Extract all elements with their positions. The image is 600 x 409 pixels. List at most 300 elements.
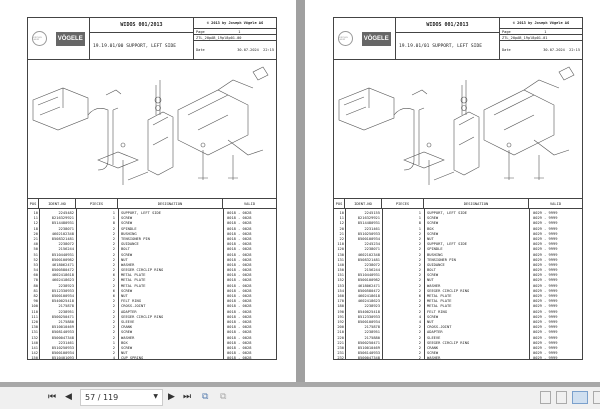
col-valid: VALID xyxy=(549,201,562,206)
cell-pos: 70 xyxy=(33,278,38,283)
cell-designation: NUT xyxy=(121,351,128,356)
cell-valid: 0018 - 0028 xyxy=(227,314,252,319)
cell-pos: 152 xyxy=(337,278,344,283)
cell-pos: 180 xyxy=(337,304,344,309)
cell-pieces: 2 xyxy=(418,262,421,267)
cell-pos: 132 xyxy=(31,335,38,340)
cell-designation: GUIDANCE xyxy=(427,262,445,267)
cell-pieces: 2 xyxy=(418,273,421,278)
section-title: 19.19.01/01 SUPPORT, LEFT SIDE xyxy=(399,43,482,49)
cell-pieces: 2 xyxy=(112,242,115,247)
catalog-title: WIDOS 001/2013 xyxy=(396,18,499,33)
cell-designation: NUT xyxy=(121,294,128,298)
page-indicator: 57 / 119 xyxy=(85,393,119,402)
cell-designation: BOX xyxy=(121,340,128,345)
date-label: Date xyxy=(196,48,205,52)
cell-ident-no: 2156244 xyxy=(58,247,74,252)
chevron-down-icon[interactable]: ▼ xyxy=(153,393,158,400)
cell-valid: 0029 - 9999 xyxy=(533,211,558,215)
cell-pos: 11 xyxy=(33,216,38,221)
cell-ident-no: 8510440931 xyxy=(51,252,74,257)
cell-pos: 20 xyxy=(339,226,344,231)
cell-valid: 0018 - 0028 xyxy=(227,304,252,309)
cell-pos: 12 xyxy=(33,221,38,226)
section-title: 19.19.01/00 SUPPORT, LEFT SIDE xyxy=(93,43,176,49)
next-page-button[interactable]: ▶ xyxy=(168,392,175,402)
cell-pos: 12 xyxy=(339,221,344,226)
cell-designation: TENSIONER PIN xyxy=(427,257,456,262)
cell-valid: 0018 - 0028 xyxy=(227,226,252,231)
cell-ident-no: 8540025418 xyxy=(51,299,74,304)
continuous-view-icon[interactable] xyxy=(556,391,567,404)
first-page-button[interactable]: ⏮ xyxy=(48,392,57,402)
cell-valid: 0018 - 0028 xyxy=(227,247,252,252)
col-pos: POS xyxy=(334,199,345,208)
cell-valid: 0029 - 9999 xyxy=(533,351,558,356)
cell-designation: SUPPORT, LEFT SIDE xyxy=(427,242,467,247)
cell-ident-no: 8500100934 xyxy=(51,351,74,356)
cell-pieces: 2 xyxy=(112,304,115,309)
cell-pos: 52 xyxy=(33,257,38,262)
cell-valid: 0029 - 9999 xyxy=(533,330,558,335)
cell-valid: 0029 - 9999 xyxy=(533,262,558,267)
cell-pos: 10 xyxy=(339,211,344,215)
cell-ident-no: 8508321481 xyxy=(51,236,74,241)
cell-pieces: 8 xyxy=(112,221,115,226)
cell-valid: 0018 - 0028 xyxy=(227,319,252,324)
cell-pos: 210 xyxy=(337,330,344,335)
cell-pieces: 2 xyxy=(112,319,115,324)
cell-ident-no: 4602418618 xyxy=(357,294,380,298)
cell-pos: 150 xyxy=(31,356,38,361)
col-ident: IDENT-NO xyxy=(39,199,76,208)
cell-designation: CUP SPRING xyxy=(121,356,144,361)
cell-valid: 0018 - 0028 xyxy=(227,325,252,330)
cell-pos: 170 xyxy=(337,299,344,304)
cell-designation: NUT xyxy=(121,257,128,262)
cell-ident-no: 2231461 xyxy=(364,226,380,231)
table-row xyxy=(28,356,276,361)
cell-pos: 130 xyxy=(337,252,344,257)
cell-valid: 0018 - 0028 xyxy=(227,252,252,257)
cell-pieces: 2 xyxy=(418,231,421,236)
cell-ident-no: 8500580472 xyxy=(51,268,74,273)
cell-valid: 0029 - 9999 xyxy=(533,345,558,350)
cell-ident-no: 2238923 xyxy=(364,304,380,309)
cell-designation: SEEGER CIRCLIP RING xyxy=(427,340,470,345)
cell-valid: 0029 - 9999 xyxy=(533,252,558,257)
cell-designation: ADAPTER xyxy=(427,330,443,335)
cell-designation: SPINDLE xyxy=(121,226,137,231)
cell-pos: 100 xyxy=(31,304,38,309)
cell-valid: 0018 - 0028 xyxy=(227,273,252,278)
cell-pieces: 1 xyxy=(418,216,421,221)
cell-ident-no: 8510250933 xyxy=(357,231,380,236)
previous-page-button[interactable]: ◀ xyxy=(65,392,72,402)
cell-pieces: 2 xyxy=(112,278,115,283)
cell-ident-no: 4602102348 xyxy=(357,252,380,257)
cell-pos: 90 xyxy=(33,299,38,304)
cell-pieces: 2 xyxy=(112,226,115,231)
cell-pieces: 1 xyxy=(112,216,115,221)
cell-valid: 0029 - 9999 xyxy=(533,268,558,273)
cell-pieces: 2 xyxy=(112,351,115,356)
single-page-view-icon[interactable] xyxy=(540,391,551,404)
cell-ident-no: 2238071 xyxy=(364,247,380,252)
exploded-parts-drawing xyxy=(27,60,277,198)
two-page-continuous-icon[interactable] xyxy=(593,391,600,404)
cell-ident-no: 8514480931 xyxy=(357,221,380,226)
cell-valid: 0018 - 0028 xyxy=(227,211,252,215)
cell-pos: 150 xyxy=(337,268,344,273)
cell-pos: 221 xyxy=(337,340,344,345)
cell-designation: SCREW xyxy=(427,273,439,278)
cell-ident-no: 4618062471 xyxy=(51,262,74,267)
cell-designation: CRANK xyxy=(121,325,133,330)
cell-pos: 232 xyxy=(337,356,344,361)
cell-pos: 190 xyxy=(337,309,344,314)
table-row xyxy=(334,356,582,361)
cell-ident-no: 2238072 xyxy=(364,262,380,267)
cell-designation: NUT xyxy=(427,278,434,283)
cell-pieces: 4 xyxy=(418,319,421,324)
cell-ident-no: 2238923 xyxy=(58,283,74,288)
cell-ident-no: 2156244 xyxy=(364,268,380,273)
cell-designation: CROSS-JOINT xyxy=(427,325,452,330)
document-id: ZTL_20pAB_19pl8p01-00 xyxy=(196,35,242,40)
cell-pieces: 2 xyxy=(418,351,421,356)
cell-pieces: 2 xyxy=(112,299,115,304)
cell-ident-no: 2238951 xyxy=(58,309,74,314)
cell-ident-no: 8500580472 xyxy=(357,288,380,293)
cell-pos: 82 xyxy=(33,294,38,298)
cell-pieces: 2 xyxy=(418,257,421,262)
cell-pieces: 2 xyxy=(112,345,115,350)
page-number-input[interactable] xyxy=(80,389,163,406)
time-value: 22:15 xyxy=(263,48,274,52)
page-number: 1 xyxy=(544,29,547,34)
cell-designation: SCREW xyxy=(121,252,133,257)
table-header xyxy=(28,199,276,209)
cell-pos: 231 xyxy=(337,351,344,356)
cell-pieces: 1 xyxy=(418,211,421,215)
page-gap xyxy=(296,0,305,384)
cell-pieces: 2 xyxy=(418,252,421,257)
cell-pos: 40 xyxy=(33,242,38,247)
cell-designation: BOLT xyxy=(121,247,130,252)
cell-valid: 0018 - 0028 xyxy=(227,268,252,273)
cell-pos: 192 xyxy=(337,319,344,324)
cell-pieces: 2 xyxy=(418,340,421,345)
rotate-icon[interactable]: ⧉ xyxy=(202,392,209,402)
cell-ident-no: 2238071 xyxy=(58,226,74,231)
cell-pos: 191 xyxy=(337,314,344,319)
cell-valid: 0029 - 9999 xyxy=(533,242,558,247)
cell-valid: 0018 - 0028 xyxy=(227,242,252,247)
cell-pos: 10 xyxy=(33,211,38,215)
cell-pos: 111 xyxy=(31,314,38,319)
cell-valid: 0018 - 0028 xyxy=(227,257,252,262)
cell-pos: 151 xyxy=(337,273,344,278)
cell-pieces: 2 xyxy=(112,236,115,241)
cell-designation: SCREW xyxy=(427,216,439,221)
cell-designation: METAL PLATE xyxy=(121,278,146,283)
col-pos: POS xyxy=(28,199,39,208)
cell-valid: 0018 - 0028 xyxy=(227,309,252,314)
cell-pos: 200 xyxy=(337,325,344,330)
fit-icon[interactable]: ⧉ xyxy=(220,392,227,402)
cell-pieces: 2 xyxy=(112,268,115,273)
cell-pieces: 2 xyxy=(112,309,115,314)
cell-designation: WASHER xyxy=(121,262,135,267)
cell-designation: SCREW xyxy=(427,221,439,226)
cell-ident-no: 2175878 xyxy=(58,304,74,309)
cell-valid: 0018 - 0028 xyxy=(227,288,252,293)
time-value: 22:15 xyxy=(569,48,580,52)
cell-valid: 0029 - 9999 xyxy=(533,335,558,340)
col-valid: VALID xyxy=(243,201,256,206)
cell-pos: 140 xyxy=(31,340,38,345)
col-designation: DESIGNATION xyxy=(424,199,529,208)
cell-designation: METAL PLATE xyxy=(121,273,146,278)
cell-pos: 11 xyxy=(339,216,344,221)
cell-valid: 0029 - 9999 xyxy=(533,236,558,241)
parts-table xyxy=(333,198,583,360)
cell-ident-no: 8500100982 xyxy=(357,278,380,283)
cell-designation: SUPPORT, LEFT SIDE xyxy=(121,211,161,215)
cell-pieces: 2 xyxy=(418,236,421,241)
document-page xyxy=(305,0,600,382)
cell-designation: SCREW xyxy=(427,351,439,356)
cell-ident-no: 8500250471 xyxy=(51,314,74,319)
cell-designation: BOLT xyxy=(427,268,436,273)
cell-ident-no: 8216329921 xyxy=(51,216,74,221)
pdf-viewer-toolbar xyxy=(0,387,600,409)
cell-designation: SUPPORT, LEFT SIDE xyxy=(427,211,467,215)
catalog-title: WIDOS 001/2013 xyxy=(90,18,193,33)
cell-pos: 21 xyxy=(339,231,344,236)
cell-designation: SEEGER CIRCLIP RING xyxy=(121,314,164,319)
wirtgen-seal-logo: WIRTGEN GROUP xyxy=(32,31,47,46)
cell-pos: 22 xyxy=(339,236,344,241)
date-value: 30.07.2024 xyxy=(543,48,565,52)
col-designation: DESIGNATION xyxy=(118,199,223,208)
cell-designation: GUIDANCE xyxy=(121,242,139,247)
cell-ident-no: 8500100982 xyxy=(51,257,74,262)
cell-ident-no: 2175880 xyxy=(58,319,74,324)
cell-designation: TENSIONER PIN xyxy=(121,236,150,241)
cell-valid: 0029 - 9999 xyxy=(533,288,558,293)
page-header xyxy=(27,17,277,60)
cell-ident-no: 8500047348 xyxy=(357,356,380,361)
cell-pieces: 4 xyxy=(112,356,115,361)
cell-valid: 0018 - 0028 xyxy=(227,356,252,361)
cell-designation: WASHER xyxy=(427,283,441,288)
cell-pieces: 6 xyxy=(112,294,115,298)
cell-pos: 54 xyxy=(33,268,38,273)
copyright: © 2013 by Joseph Vögele AG xyxy=(206,21,264,25)
cell-ident-no: 8510440931 xyxy=(357,273,380,278)
cell-pos: 131 xyxy=(337,257,344,262)
cell-valid: 0029 - 9999 xyxy=(533,257,558,262)
cell-designation: ADAPTER xyxy=(121,309,137,314)
cell-pos: 50 xyxy=(33,247,38,252)
cell-ident-no: 2231461 xyxy=(58,340,74,345)
cell-pos: 154 xyxy=(337,288,344,293)
cell-ident-no: 8510010469 xyxy=(357,345,380,350)
cell-designation: WASHER xyxy=(121,335,135,340)
cell-ident-no: 8500047348 xyxy=(51,335,74,340)
cell-pos: 230 xyxy=(337,345,344,350)
col-ident: IDENT-NO xyxy=(345,199,382,208)
cell-pieces: 2 xyxy=(418,283,421,288)
cell-ident-no: 8216329921 xyxy=(357,216,380,221)
cell-pieces: 2 xyxy=(418,247,421,252)
cell-ident-no: 4602102348 xyxy=(51,231,74,236)
two-page-view-icon[interactable] xyxy=(572,391,588,404)
cell-designation: CROSS-JOINT xyxy=(121,304,146,309)
table-body xyxy=(28,209,276,359)
cell-pieces: 1 xyxy=(112,211,115,215)
cell-pieces: 2 xyxy=(112,252,115,257)
cell-valid: 0029 - 9999 xyxy=(533,319,558,324)
cell-ident-no: 2175878 xyxy=(364,325,380,330)
vogele-logo: VÖGELE xyxy=(362,32,391,46)
cell-designation: METAL PLATE xyxy=(427,299,452,304)
document-page xyxy=(0,0,296,382)
cell-pos: 18 xyxy=(33,226,38,231)
cell-pieces: 2 xyxy=(112,257,115,262)
cell-pos: 60 xyxy=(33,273,38,278)
cell-pieces: 2 xyxy=(418,356,421,361)
cell-pos: 120 xyxy=(337,247,344,252)
cell-pieces: 2 xyxy=(418,325,421,330)
cell-valid: 0018 - 0028 xyxy=(227,236,252,241)
document-id: ZTL_20pAB_19pl8p01-01 xyxy=(502,35,548,40)
cell-ident-no: 8500250471 xyxy=(357,340,380,345)
cell-ident-no: 8500100934 xyxy=(357,236,380,241)
cell-pos: 81 xyxy=(33,288,38,293)
cell-ident-no: 8514480931 xyxy=(51,221,74,226)
cell-valid: 0018 - 0028 xyxy=(227,278,252,283)
cell-valid: 0029 - 9999 xyxy=(533,356,558,361)
cell-pieces: 2 xyxy=(418,268,421,273)
cell-ident-no: 8510010469 xyxy=(51,325,74,330)
copyright: © 2013 by Joseph Vögele AG xyxy=(512,21,570,25)
cell-ident-no: 4602418623 xyxy=(51,278,74,283)
vogele-logo: VÖGELE xyxy=(56,32,85,46)
cell-pieces: 1 xyxy=(112,340,115,345)
col-pieces: PIECES xyxy=(76,199,118,208)
col-pieces: PIECES xyxy=(382,199,424,208)
cell-valid: 0029 - 9999 xyxy=(533,299,558,304)
cell-designation: SCREW xyxy=(121,330,133,335)
cell-pieces: 6 xyxy=(112,273,115,278)
cell-designation: WASHER xyxy=(427,356,441,361)
cell-valid: 0018 - 0028 xyxy=(227,330,252,335)
cell-valid: 0018 - 0028 xyxy=(227,231,252,236)
cell-pos: 110 xyxy=(31,309,38,314)
cell-valid: 0029 - 9999 xyxy=(533,294,558,298)
cell-valid: 0029 - 9999 xyxy=(533,247,558,252)
cell-pieces: 2 xyxy=(418,299,421,304)
cell-ident-no: 2245482 xyxy=(58,211,74,215)
cell-valid: 0029 - 9999 xyxy=(533,304,558,309)
cell-designation: SLEEVE xyxy=(427,335,441,340)
cell-valid: 0029 - 9999 xyxy=(533,216,558,221)
cell-ident-no: 8512330933 xyxy=(51,288,74,293)
cell-pieces: 2 xyxy=(112,231,115,236)
cell-valid: 0018 - 0028 xyxy=(227,221,252,226)
cell-designation: NUT xyxy=(427,236,434,241)
cell-pieces: 2 xyxy=(418,242,421,247)
cell-pieces: 8 xyxy=(418,221,421,226)
cell-ident-no: 8510250933 xyxy=(51,345,74,350)
cell-ident-no: 2245234 xyxy=(364,242,380,247)
cell-valid: 0018 - 0028 xyxy=(227,340,252,345)
cell-ident-no: 2245155 xyxy=(364,211,380,215)
cell-valid: 0018 - 0028 xyxy=(227,216,252,221)
cell-valid: 0029 - 9999 xyxy=(533,309,558,314)
cell-valid: 0029 - 9999 xyxy=(533,340,558,345)
table-header xyxy=(334,199,582,209)
cell-valid: 0029 - 9999 xyxy=(533,273,558,278)
cell-valid: 0029 - 9999 xyxy=(533,314,558,319)
cell-designation: SCREW xyxy=(121,345,133,350)
cell-pos: 141 xyxy=(31,345,38,350)
table-body xyxy=(334,209,582,359)
cell-ident-no: 8500100934 xyxy=(51,294,74,298)
cell-pieces: 1 xyxy=(418,226,421,231)
cell-ident-no: 8508140933 xyxy=(51,330,74,335)
cell-valid: 0018 - 0028 xyxy=(227,345,252,350)
cell-ident-no: 2238072 xyxy=(58,242,74,247)
cell-pieces: 2 xyxy=(112,262,115,267)
cell-designation: SCREW xyxy=(121,221,133,226)
date-label: Date xyxy=(502,48,511,52)
cell-ident-no: 8512330933 xyxy=(357,314,380,319)
date-value: 30.07.2024 xyxy=(237,48,259,52)
cell-designation: SLEEVE xyxy=(121,319,135,324)
cell-designation: METAL PLATE xyxy=(427,304,452,309)
cell-pos: 20 xyxy=(33,231,38,236)
cell-ident-no: 2175880 xyxy=(364,335,380,340)
cell-ident-no: 4602418623 xyxy=(357,299,380,304)
cell-designation: SEEGER CIRCLIP RING xyxy=(121,268,164,273)
cell-pos: 110 xyxy=(337,242,344,247)
cell-designation: BOX xyxy=(427,226,434,231)
cell-pieces: 2 xyxy=(418,304,421,309)
cell-pieces: 2 xyxy=(418,335,421,340)
cell-pieces: 2 xyxy=(418,345,421,350)
cell-ident-no: 4618062471 xyxy=(357,283,380,288)
cell-pos: 220 xyxy=(337,335,344,340)
cell-pos: 131 xyxy=(31,330,38,335)
cell-valid: 0029 - 9999 xyxy=(533,325,558,330)
cell-designation: SCREW xyxy=(427,314,439,319)
cell-pieces: 2 xyxy=(418,330,421,335)
cell-designation: NUT xyxy=(427,319,434,324)
page-header xyxy=(333,17,583,60)
cell-pieces: 2 xyxy=(112,283,115,288)
cell-valid: 0029 - 9999 xyxy=(533,221,558,226)
parts-table xyxy=(27,198,277,360)
cell-ident-no: 2238951 xyxy=(364,330,380,335)
last-page-button[interactable]: ⏭ xyxy=(183,392,192,402)
cell-pos: 53 xyxy=(33,262,38,267)
cell-ident-no: 8500100934 xyxy=(357,319,380,324)
cell-pos: 160 xyxy=(337,294,344,298)
